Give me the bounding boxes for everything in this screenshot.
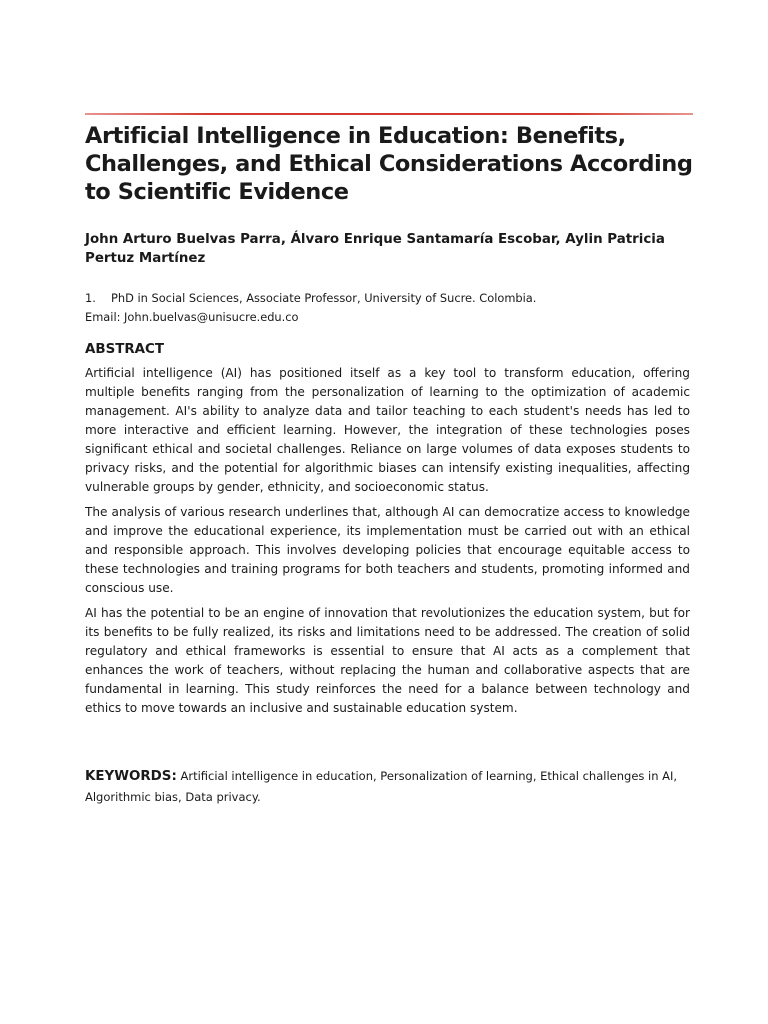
abstract-paragraph: AI has the potential to be an engine of innovation that revolutionizes the education system, but for its benefits to be fully realized, its risks and limitations need to be addressed. The creation of solid regulatory and ethical frameworks is essential to ensure that AI acts as a complement that enhances the work of teachers, without replacing the human and collaborative aspects that are fundamental in learning. This study reinforces the need for a balance between technology and ethics to move towards an inclusive and sustainable education system. — [85, 606, 690, 715]
affiliation-block — [85, 289, 695, 326]
abstract-heading: ABSTRACT — [85, 342, 164, 357]
keywords-label: KEYWORDS: — [85, 769, 177, 784]
paper-title: Artificial Intelligence in Education: Benefits, Challenges, and Ethical Considerations According to Scientific Evidence — [85, 123, 693, 205]
affiliation-number: 1. — [85, 291, 96, 305]
affiliation-line — [85, 289, 695, 308]
abstract-paragraph: The analysis of various research underlines that, although AI can democratize access to knowledge and improve the educational experience, its implementation must be carried out with an ethical and responsible approach. This involves developing policies that encourage equitable access to these technologies and training programs for both teachers and students, promoting informed and conscious use. — [85, 505, 690, 595]
author-list: John Arturo Buelvas Parra, Álvaro Enrique Santamaría Escobar, Aylin Patricia Pertuz Martínez — [85, 232, 665, 266]
affiliation-text: PhD in Social Sciences, Associate Professor, University of Sucre. Colombia. — [111, 291, 537, 305]
header-rule — [85, 113, 693, 115]
abstract-paragraph: Artificial intelligence (AI) has positioned itself as a key tool to transform education, offering multiple benefits ranging from the personalization of learning to the optimization of academic management. AI's ability to analyze data and tailor teaching to each student's needs has led to more interactive and efficient learning. However, the integration of these technologies poses significant ethical and societal challenges. Reliance on large volumes of data exposes students to privacy risks, and the potential for algorithmic biases can intensify existing inequalities, affecting vulnerable groups by gender, ethnicity, and socioeconomic status. — [85, 366, 690, 494]
abstract-body — [85, 364, 690, 724]
keywords-block — [85, 766, 690, 807]
keywords-text: Artificial intelligence in education, Personalization of learning, Ethical challenges in AI, Algorithmic bias, Data privacy. — [85, 769, 678, 804]
author-email: Email: John.buelvas@unisucre.edu.co — [85, 309, 299, 324]
